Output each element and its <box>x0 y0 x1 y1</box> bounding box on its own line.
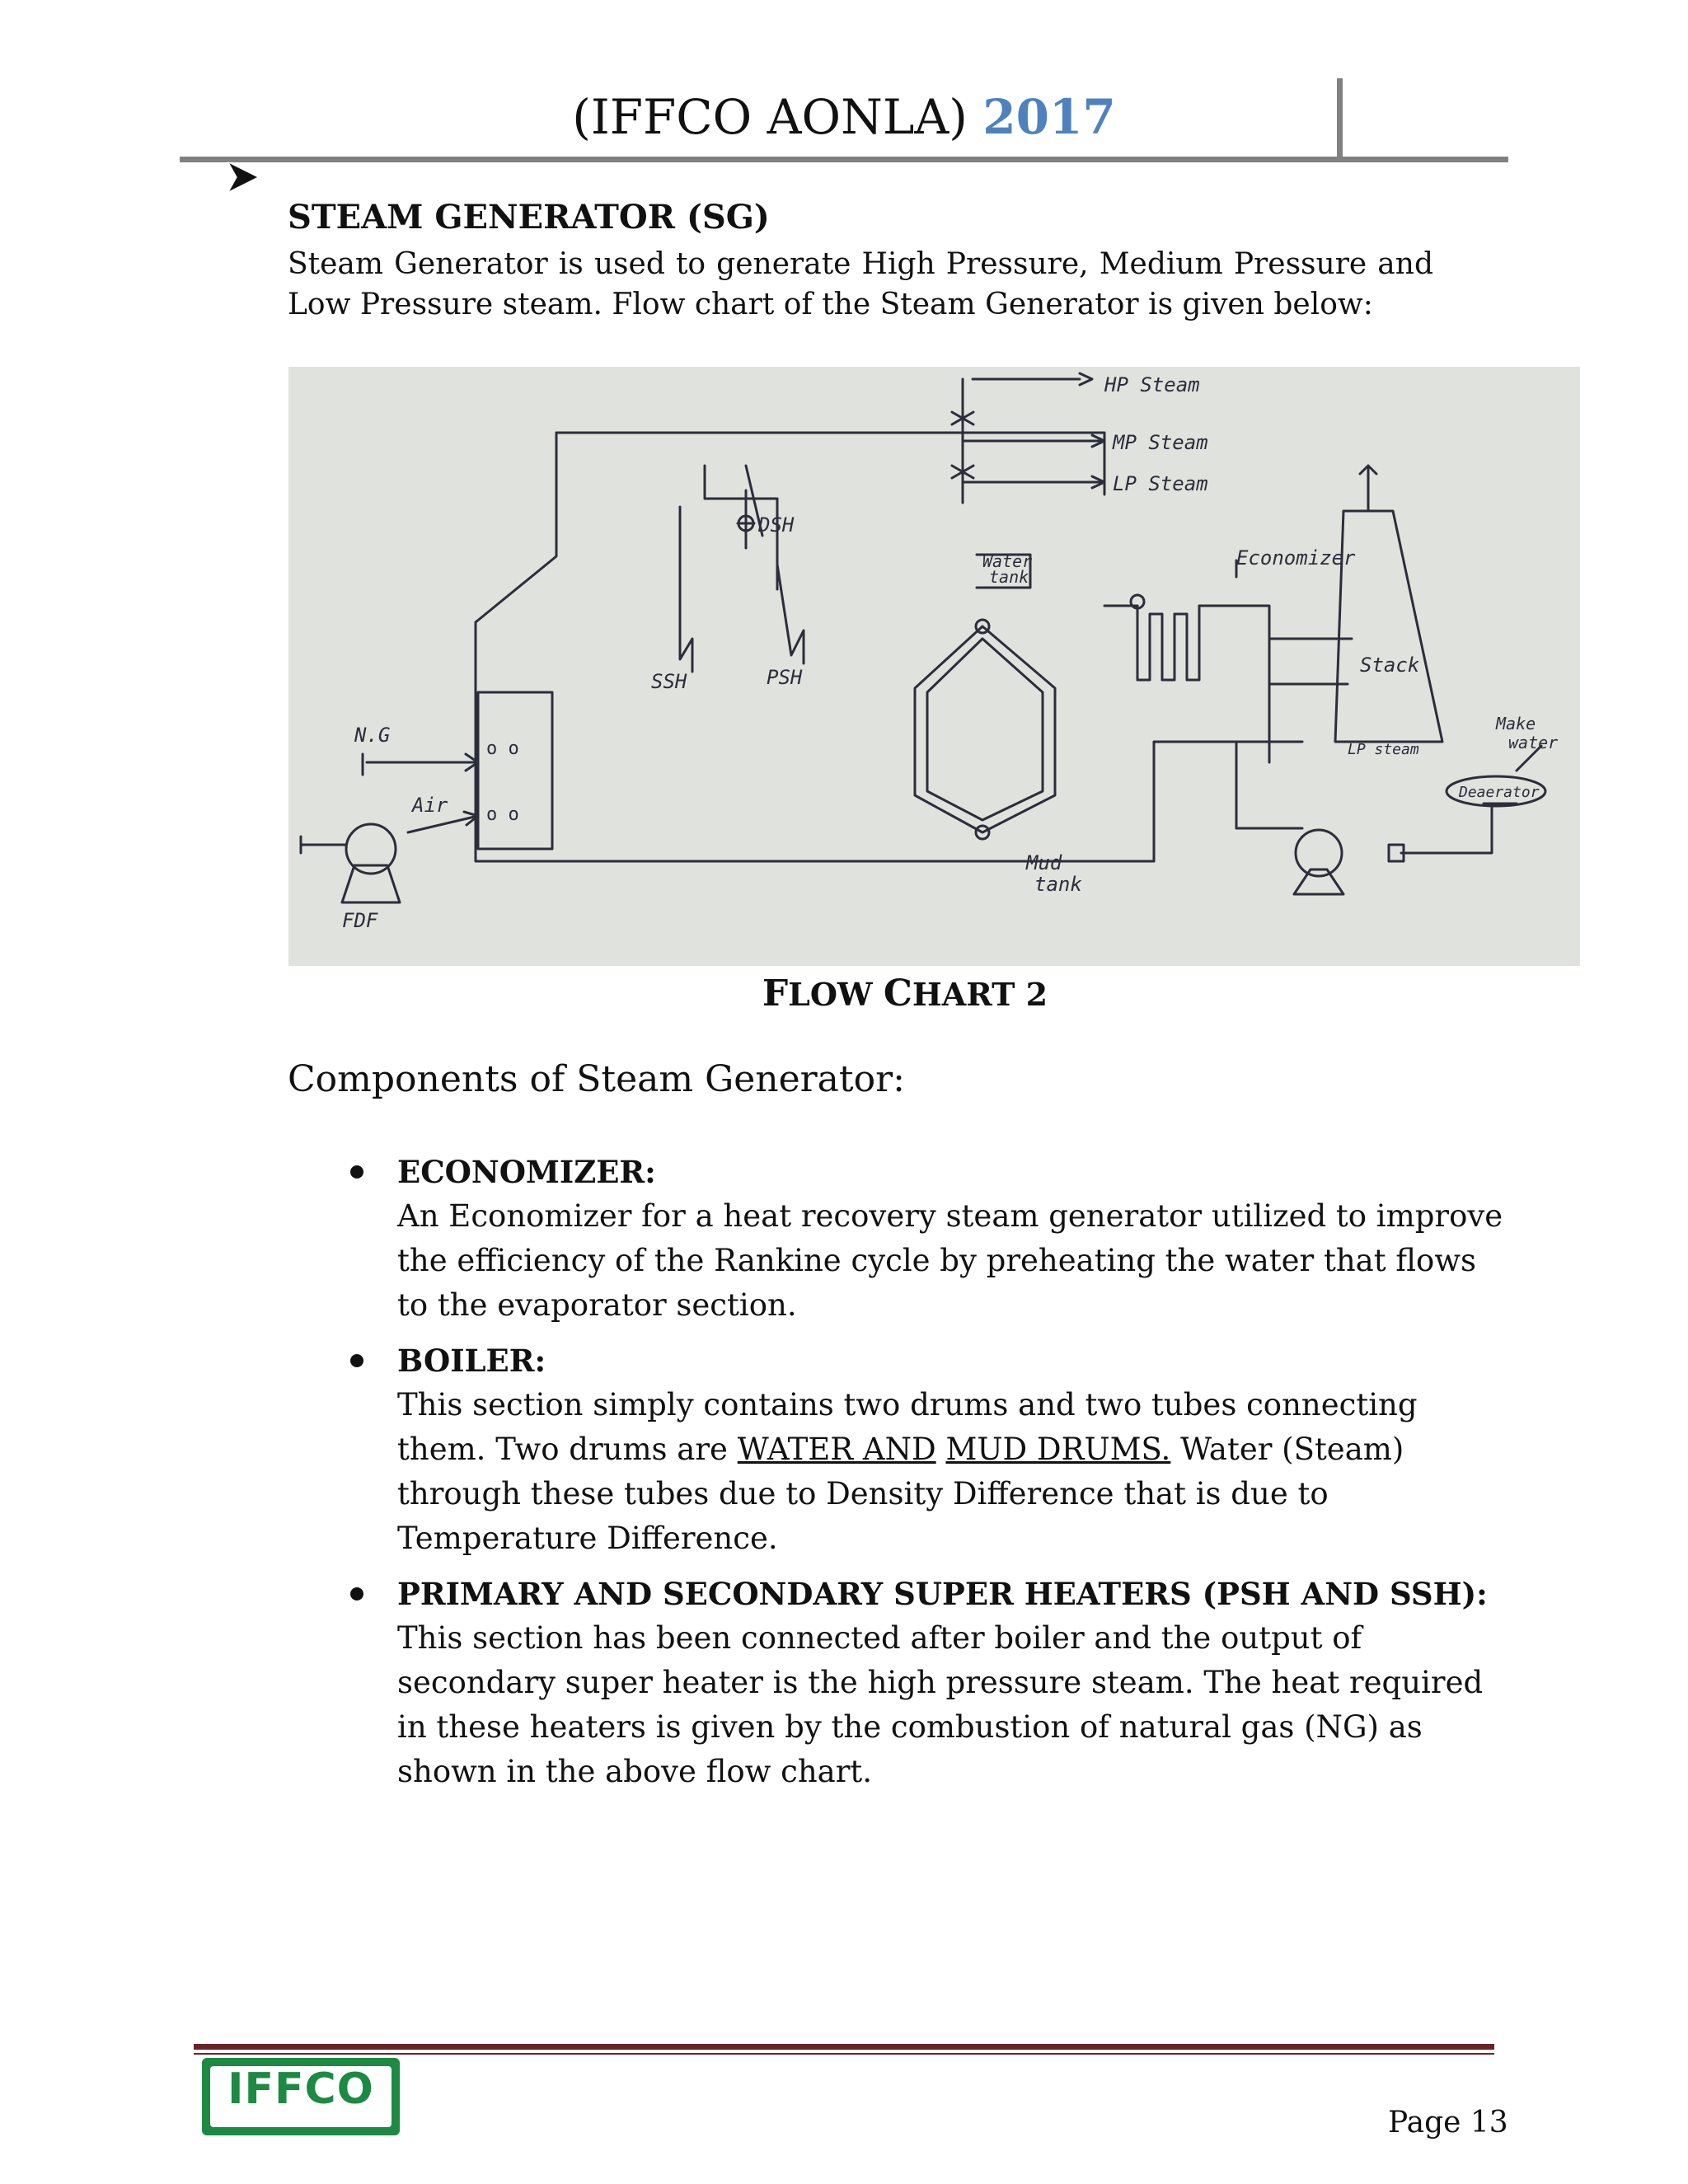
section-paragraph: Steam Generator is used to generate High Pressure, Medium Pressure and Low Pressure steam. Flow chart of the Steam Generator is given below: <box>288 247 1433 321</box>
components-list <box>338 1150 1508 1805</box>
steam-generator-flow-diagram <box>288 367 1580 966</box>
label-lp-steam-2: LP steam <box>1348 741 1419 758</box>
label-ng: N.G <box>354 724 391 747</box>
underlined-term: MUD DRUMS. <box>945 1432 1171 1467</box>
components-heading: Components of Steam Generator: <box>288 1058 905 1100</box>
footer-rule <box>194 2044 1494 2050</box>
caption-hart: HART 2 <box>912 976 1048 1013</box>
item-title: BOILER: <box>397 1343 546 1379</box>
iffco-logo <box>202 2058 400 2135</box>
item-text: An Economizer for a heat recovery steam generator utilized to improve the efficiency of the Rankine cycle by preheating the water that flows to the evaporator section. <box>397 1198 1503 1323</box>
space <box>936 1432 946 1467</box>
label-tank: tank <box>989 567 1029 587</box>
bullet-icon <box>350 1587 363 1601</box>
label-fdf: FDF <box>342 909 378 932</box>
label-water: Water <box>982 551 1033 571</box>
logo-text: IFFCO <box>227 2064 374 2114</box>
item-text-part: Water (Steam) through these tubes due to Density Difference that is due to Temperature Difference. <box>397 1432 1404 1556</box>
bullet-icon <box>350 1354 363 1367</box>
label-mud: Mud <box>1026 851 1062 874</box>
caption-c: C <box>883 972 912 1015</box>
label-lp-steam: LP Steam <box>1113 472 1208 495</box>
list-item-economizer <box>338 1150 1508 1328</box>
header-year: 2017 <box>982 89 1116 145</box>
list-item-super-heaters <box>338 1572 1508 1794</box>
header-org: (IFFCO AONLA) <box>572 89 983 145</box>
label-mp-steam: MP Steam <box>1113 431 1208 454</box>
underlined-term: WATER AND <box>737 1432 936 1467</box>
footer-rule-thin <box>194 2053 1494 2055</box>
item-text <box>397 1383 1508 1561</box>
figure-caption <box>0 972 1688 1015</box>
page-number: Page 13 <box>1388 2106 1508 2139</box>
burner-symbol: o o <box>486 738 519 759</box>
item-text-part: This section simply contains two drums and two tubes connecting them. Two drums are <box>397 1387 1418 1467</box>
label-hp-steam: HP Steam <box>1104 373 1200 396</box>
label-psh: PSH <box>767 666 803 689</box>
label-air: Air <box>412 794 448 817</box>
header-vertical-bar <box>1337 78 1343 159</box>
label-stack: Stack <box>1360 654 1420 677</box>
label-ssh: SSH <box>651 670 687 693</box>
arrowhead-bullet-icon <box>224 159 260 195</box>
item-text: This section has been connected after boiler and the output of secondary super heater is the high pressure steam. The heat required in these heaters is given by the combustion of natural gas (NG) as shown in the above flow chart. <box>397 1620 1484 1789</box>
label-mud-tank: tank <box>1034 873 1082 896</box>
burner-symbol-2: o o <box>486 804 519 825</box>
label-economizer: Economizer <box>1236 546 1356 569</box>
caption-f: F <box>762 972 789 1015</box>
label-make: Make <box>1496 714 1536 733</box>
page-header-title <box>0 89 1688 145</box>
label-deaerator: Deaerator <box>1459 784 1540 801</box>
label-water-2: water <box>1508 733 1559 752</box>
flow-diagram-drawing <box>288 367 1580 966</box>
header-rule <box>180 157 1508 162</box>
section-heading: STEAM GENERATOR (SG) <box>288 198 770 237</box>
bullet-icon <box>350 1165 363 1179</box>
caption-low: LOW <box>788 976 884 1013</box>
item-title: ECONOMIZER: <box>397 1154 656 1190</box>
label-dsh: DSH <box>758 513 795 537</box>
list-item-boiler <box>338 1338 1508 1561</box>
item-title: PRIMARY AND SECONDARY SUPER HEATERS (PSH AND SSH): <box>397 1576 1488 1612</box>
